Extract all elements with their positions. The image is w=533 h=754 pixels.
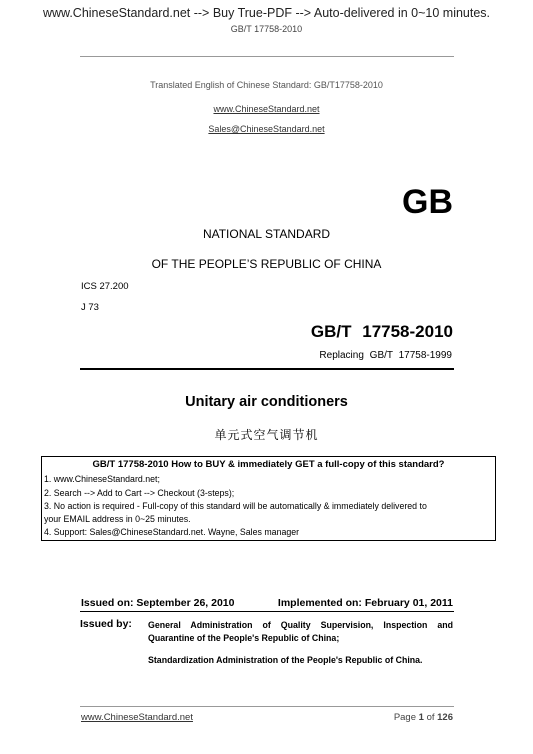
document-title: Unitary air conditioners	[185, 394, 348, 410]
issued-by-label: Issued by:	[80, 618, 132, 630]
issuer-line: General Administration of Quality Supervision, Inspection and	[148, 620, 453, 630]
page-number: 1	[418, 712, 424, 723]
buy-info-title: GB/T 17758-2010 How to BUY & immediately GET a full-copy of this standard?	[92, 459, 445, 470]
header-banner: www.ChineseStandard.net --> Buy True-PDF --> Auto-delivered in 0~10 minutes.	[42, 6, 491, 20]
buy-info-line: 3. No action is required - Full-copy of this standard will be automatically & immediately delivered to	[44, 501, 427, 511]
buy-info-line: your EMAIL address in 0~25 minutes.	[44, 514, 191, 524]
buy-info-line: 1. www.ChineseStandard.net;	[44, 474, 160, 484]
implemented-on-date: Implemented on: February 01, 2011	[277, 597, 453, 609]
page-of: of	[423, 712, 438, 723]
header-doc-code: GB/T 17758-2010	[230, 24, 303, 34]
gb-mark: GB	[402, 183, 453, 221]
buy-info-line: 2. Search --> Add to Cart --> Checkout (3-steps);	[44, 488, 235, 498]
translation-note: Translated English of Chinese Standard: GB/T17758-2010	[150, 80, 383, 90]
classification-code: J 73	[81, 302, 99, 313]
republic-heading: OF THE PEOPLE’S REPUBLIC OF CHINA	[151, 257, 382, 271]
footer-site-link[interactable]: www.ChineseStandard.net	[81, 712, 193, 723]
replacing-note: Replacing GB/T 17758-1999	[319, 350, 452, 361]
issue-divider	[80, 611, 454, 612]
email-link[interactable]: Sales@ChineseStandard.net	[208, 124, 325, 134]
issuer-line: Quarantine of the People's Republic of China;	[148, 633, 340, 643]
footer-divider	[80, 706, 454, 707]
page-prefix: Page	[393, 712, 419, 723]
header-divider	[80, 56, 454, 57]
issued-on-date: Issued on: September 26, 2010	[81, 597, 235, 609]
page-indicator	[394, 712, 453, 723]
page-total: 126	[437, 712, 453, 723]
issuer-line: Standardization Administration of the People's Republic of China.	[148, 655, 423, 665]
national-standard-heading: NATIONAL STANDARD	[202, 227, 331, 241]
ics-code: ICS 27.200	[81, 281, 129, 292]
standard-number: GB/T 17758-2010	[310, 322, 453, 341]
document-title-chinese: 单元式空气调节机	[214, 428, 319, 442]
site-link[interactable]: www.ChineseStandard.net	[213, 104, 320, 114]
title-divider	[80, 368, 454, 370]
buy-info-line: 4. Support: Sales@ChineseStandard.net. Wayne, Sales manager	[44, 527, 300, 537]
